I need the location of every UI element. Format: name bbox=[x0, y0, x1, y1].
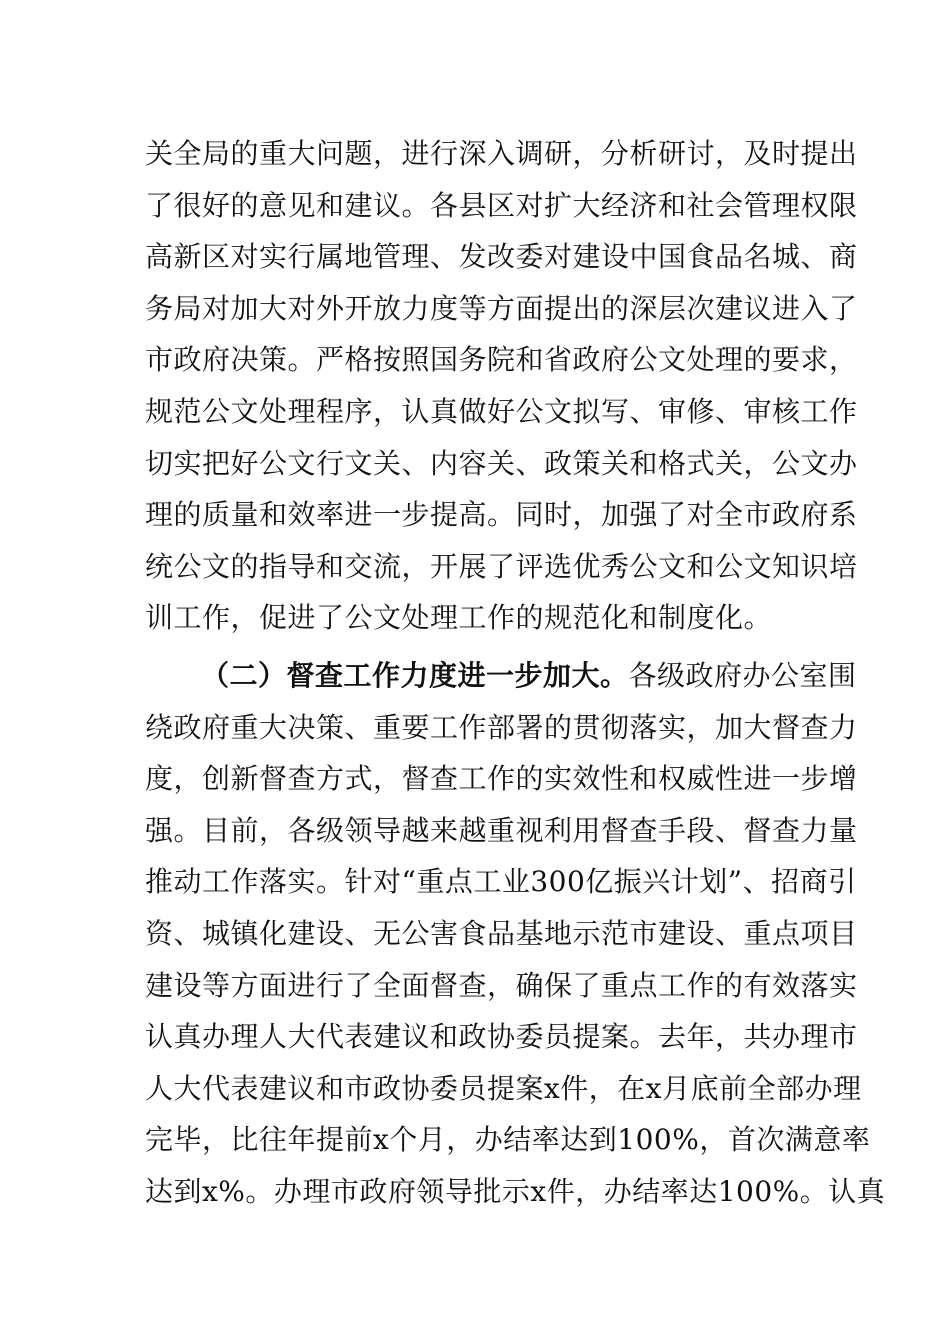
paragraph-line: 理的质量和效率进一步提高。同时，加强了对全市政府系 bbox=[145, 498, 858, 532]
paragraph-line: 绕政府重大决策、重要工作部署的贯彻落实，加大督查力 bbox=[145, 710, 858, 744]
paragraph-line: 统公文的指导和交流，开展了评选优秀公文和公文知识培 bbox=[145, 549, 858, 583]
paragraph-line: 人大代表建议和市政协委员提案x件，在x月底前全部办理 bbox=[145, 1071, 862, 1105]
paragraph-line-rest: 各级政府办公室围 bbox=[628, 658, 857, 692]
paragraph-line: 规范公文处理程序，认真做好公文拟写、审修、审核工作 bbox=[145, 394, 858, 428]
section-heading: （二）督查工作力度进一步加大。 bbox=[201, 658, 629, 692]
paragraph-line: 认真办理人大代表建议和政协委员提案。去年，共办理市 bbox=[145, 1020, 858, 1054]
document-body bbox=[145, 128, 886, 1217]
paragraph-line: 训工作，促进了公文处理工作的规范化和制度化。 bbox=[145, 601, 773, 635]
paragraph-line: 高新区对实行属地管理、发改委对建设中国食品名城、商 bbox=[145, 240, 858, 274]
paragraph-line: 完毕，比往年提前x个月，办结率达到100%，首次满意率 bbox=[145, 1123, 871, 1157]
paragraph-line: 关全局的重大问题，进行深入调研，分析研讨，及时提出 bbox=[145, 137, 858, 170]
paragraph-line: 推动工作落实。针对“重点工业300亿振兴计划”、招商引 bbox=[145, 865, 857, 899]
paragraph-line: 资、城镇化建设、无公害食品基地示范市建设、重点项目 bbox=[145, 916, 858, 950]
paragraph-line: 务局对加大对外开放力度等方面提出的深层次建议进入了 bbox=[145, 291, 858, 325]
paragraph-first-line bbox=[145, 650, 857, 702]
paragraph-line: 达到x%。办理市政府领导批示x件，办结率达100%。认真 bbox=[145, 1174, 886, 1208]
paragraph-line: 建设等方面进行了全面督查，确保了重点工作的有效落实 bbox=[145, 968, 858, 1002]
paragraph-1 bbox=[145, 128, 858, 644]
paragraph-line: 了很好的意见和建议。各县区对扩大经济和社会管理权限 bbox=[145, 188, 858, 222]
paragraph-line: 强。目前，各级领导越来越重视利用督查手段、督查力量 bbox=[145, 813, 858, 847]
paragraph-line: 切实把好公文行文关、内容关、政策关和格式关，公文办 bbox=[145, 446, 858, 480]
paragraph-line: 度，创新督查方式，督查工作的实效性和权威性进一步增 bbox=[145, 762, 858, 796]
paragraph-2 bbox=[145, 650, 886, 1218]
paragraph-line: 市政府决策。严格按照国务院和省政府公文处理的要求， bbox=[145, 343, 858, 377]
